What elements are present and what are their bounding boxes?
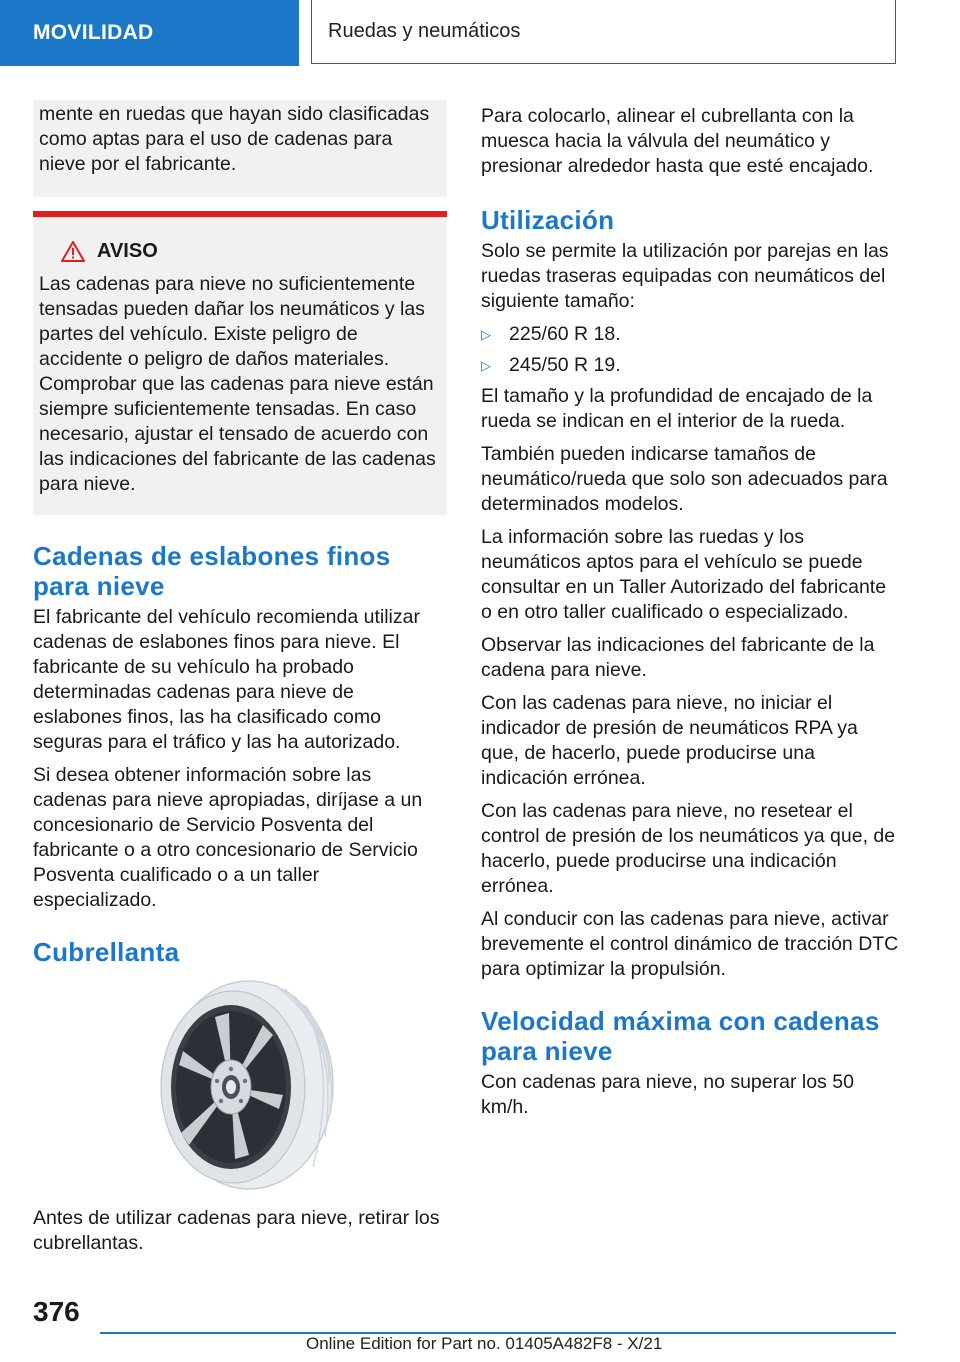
- paragraph: También pueden indicarse tamaños de neumático/rueda que solo son adecuados para determinados modelos.: [481, 443, 888, 515]
- triangle-bullet-icon: ▷: [481, 358, 491, 373]
- tire-size-list: [481, 322, 899, 378]
- paragraph: El tamaño y la profundidad de encajado de la rueda se indican en el interior de la rueda.: [481, 385, 873, 432]
- paragraph: Al conducir con las cadenas para nieve, activar brevemente el control dinámico de tracción DTC para optimizar la propulsión.: [481, 908, 899, 980]
- paragraph: Si desea obtener información sobre las cadenas para nieve apropiadas, diríjase a un concesionario de Servicio Posventa del fabricante o a otro concesionario de Servicio Posventa cualificado o a un taller especializado.: [33, 764, 423, 911]
- intro-text: mente en ruedas que hayan sido clasificadas como aptas para el uso de cadenas para nieve por el fabricante.: [39, 103, 430, 175]
- paragraph: Con las cadenas para nieve, no iniciar el indicador de presión de neumáticos RPA ya que, de hacerlo, puede producirse una indicación errónea.: [481, 692, 858, 789]
- right-column: [481, 104, 899, 1128]
- paragraph: Con las cadenas para nieve, no resetear el control de presión de los neumáticos ya que, de hacerlo, puede producirse una indicación errónea.: [481, 800, 896, 897]
- paragraph: El fabricante del vehículo recomienda utilizar cadenas de eslabones finos para nieve. El fabricante de su vehículo ha probado determinadas cadenas para nieve de eslabones finos, las ha clasificado como seguras para el tráfico y las ha autorizado.: [33, 606, 420, 753]
- paragraph: Antes de utilizar cadenas para nieve, retirar los cubrellantas.: [33, 1207, 440, 1254]
- wheel-figure: [33, 977, 447, 1192]
- warning-box: [33, 211, 447, 515]
- section-label: MOVILIDAD: [33, 21, 154, 44]
- warning-title: AVISO: [97, 240, 158, 262]
- wheel-illustration: [145, 977, 335, 1192]
- heading-hubcap: Cubrellanta: [33, 937, 180, 967]
- list-item: ▷ 225/60 R 18.: [481, 323, 621, 345]
- paragraph: Solo se permite la utilización por parejas en las ruedas traseras equipadas con neumáticos del siguiente tamaño:: [481, 240, 889, 312]
- footer-edition: Online Edition for Part no. 01405A482F8 - X/21: [306, 1334, 663, 1353]
- warning-title-row: [39, 239, 437, 264]
- section-tab: [0, 0, 299, 66]
- paragraph: La información sobre las ruedas y los neumáticos aptos para el vehículo se puede consultar en un Taller Autorizado del fabricante o en otro taller cualificado o especializado.: [481, 526, 887, 623]
- paragraph: Con cadenas para nieve, no superar los 50 km/h.: [481, 1071, 854, 1118]
- paragraph: Observar las indicaciones del fabricante de la cadena para nieve.: [481, 634, 875, 681]
- heading-max-speed: Velocidad máxima con cadenas para nieve: [481, 1006, 880, 1066]
- warning-triangle-icon: [61, 241, 85, 262]
- heading-usage: Utilización: [481, 205, 615, 235]
- page-title-box: [311, 0, 896, 64]
- intro-box: [33, 100, 447, 197]
- warning-text: Las cadenas para nieve no suficientemente tensadas pueden dañar los neumáticos y las partes del vehículo. Existe peligro de accidente o peligro de daños materiales. Comprobar que las cadenas para nieve están siempre suficientemente tensadas. En caso necesario, ajustar el tensado de acuerdo con las indicaciones del fabricante de las cadenas para nieve.: [39, 273, 436, 495]
- page-number: 376: [33, 1296, 80, 1327]
- left-column: [33, 100, 447, 1264]
- heading-fine-link-chains: Cadenas de eslabones finos para nieve: [33, 541, 391, 601]
- list-item: ▷ 245/50 R 19.: [481, 354, 621, 376]
- paragraph: Para colocarlo, alinear el cubrellanta con la muesca hacia la válvula del neumático y presionar alrededor hasta que esté encajado.: [481, 105, 874, 177]
- page-title: Ruedas y neumáticos: [328, 20, 521, 42]
- triangle-bullet-icon: ▷: [481, 327, 491, 342]
